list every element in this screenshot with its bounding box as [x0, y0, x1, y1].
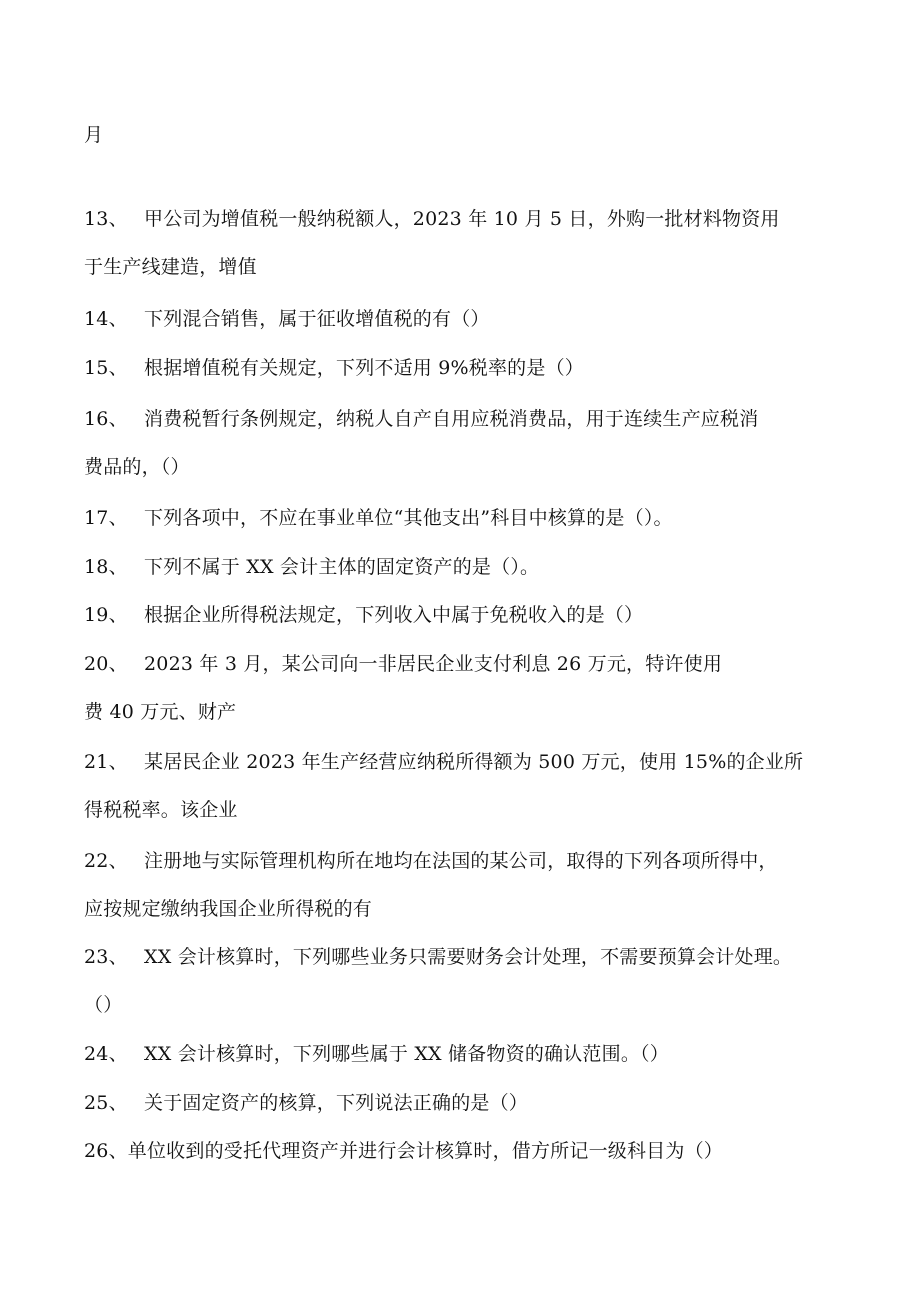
continuation-fragment: 月: [84, 124, 104, 146]
question-24: [84, 1042, 669, 1066]
question-text: 下列混合销售，属于征收增值税的有（）: [144, 308, 490, 330]
question-13-continuation: 于生产线建造，增值: [84, 256, 257, 278]
question-text: XX 会计核算时，下列哪些属于 XX 储备物资的确认范围。（）: [144, 1043, 669, 1065]
question-number: 24、: [84, 1043, 128, 1065]
question-text: XX 会计核算时，下列哪些业务只需要财务会计处理，不需要预算会计处理。: [144, 946, 793, 968]
question-text: 甲公司为增值税一般纳税额人，2023 年 10 月 5 日，外购一批材料物资用: [144, 208, 780, 230]
question-25: [84, 1091, 528, 1115]
question-22: [84, 849, 778, 873]
question-text: 2023 年 3 月，某公司向一非居民企业支付利息 26 万元，特许使用: [144, 653, 723, 675]
question-text: 下列不属于 XX 会计主体的固定资产的是（）。: [144, 556, 540, 578]
question-21-continuation: 得税税率。该企业: [84, 799, 238, 821]
question-23: [84, 945, 792, 969]
question-number: 17、: [84, 507, 128, 529]
question-number: 13、: [84, 208, 128, 230]
question-18: [84, 555, 539, 579]
question-number: 20、: [84, 653, 128, 675]
question-text: 根据增值税有关规定，下列不适用 9%税率的是（）: [144, 357, 584, 379]
question-17: [84, 506, 673, 530]
question-20-continuation: 费 40 万元、财产: [84, 701, 237, 723]
question-text: 下列各项中，不应在事业单位“其他支出”科目中核算的是（）。: [144, 507, 673, 529]
question-number: 15、: [84, 357, 128, 379]
question-22-continuation: 应按规定缴纳我国企业所得税的有: [84, 898, 373, 920]
question-15: [84, 356, 584, 380]
question-19: [84, 603, 643, 627]
question-16-continuation: 费品的，（）: [84, 456, 190, 478]
question-23-continuation: （）: [84, 994, 123, 1016]
question-number: 22、: [84, 850, 128, 872]
question-number: 18、: [84, 556, 128, 578]
question-text: 注册地与实际管理机构所在地均在法国的某公司，取得的下列各项所得中，: [144, 850, 778, 872]
question-number: 16、: [84, 408, 128, 430]
question-16: [84, 407, 758, 431]
question-14: [84, 307, 490, 331]
question-text: 某居民企业 2023 年生产经营应纳税所得额为 500 万元，使用 15%的企业所: [144, 751, 804, 773]
question-number: 21、: [84, 751, 128, 773]
question-number: 19、: [84, 604, 128, 626]
question-text: 单位收到的受托代理资产并进行会计核算时，借方所记一级科目为（）: [127, 1140, 723, 1162]
question-21: [84, 750, 803, 774]
question-number: 26、: [84, 1140, 128, 1162]
question-number: 23、: [84, 946, 128, 968]
question-26: [84, 1139, 723, 1163]
question-13: [84, 207, 780, 231]
question-text: 根据企业所得税法规定，下列收入中属于免税收入的是（）: [144, 604, 644, 626]
question-text: 消费税暂行条例规定，纳税人自产自用应税消费品，用于连续生产应税消: [144, 408, 759, 430]
question-text: 关于固定资产的核算，下列说法正确的是（）: [144, 1092, 529, 1114]
question-20: [84, 652, 722, 676]
question-number: 14、: [84, 308, 128, 330]
question-number: 25、: [84, 1092, 128, 1114]
